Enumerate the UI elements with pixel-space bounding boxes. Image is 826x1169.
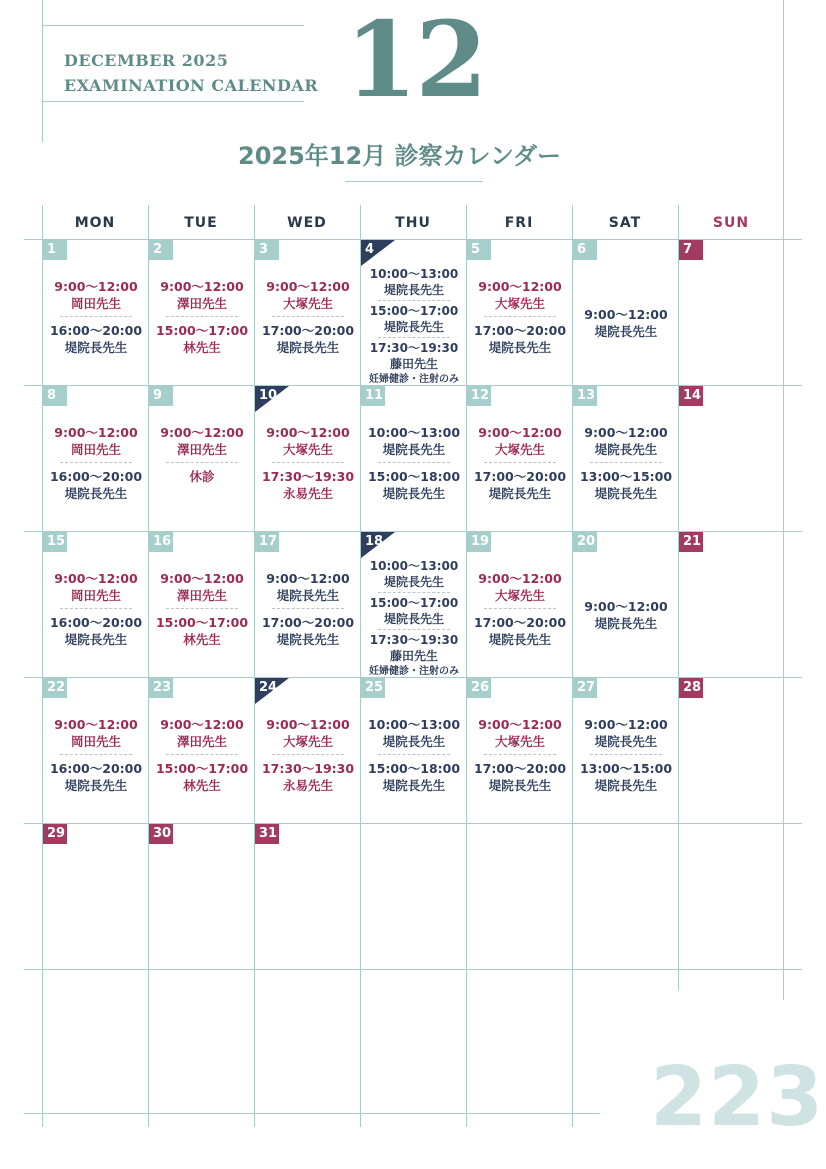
entry-line: 大塚先生 (282, 442, 333, 457)
day-number: 29 (43, 824, 67, 844)
entry-line: 大塚先生 (494, 588, 545, 603)
entry-line: 岡田先生 (70, 734, 121, 749)
weekday-mon: MON (74, 215, 116, 231)
day-number: 24 (259, 680, 278, 695)
entry-divider (378, 754, 450, 755)
day-number: 10 (259, 388, 278, 403)
entry-line: 堤院長先生 (64, 486, 128, 501)
top-rule (42, 25, 304, 26)
entry-line: 堤院長先生 (64, 632, 128, 647)
day-cell (361, 678, 467, 824)
entry-line: 堤院長先生 (488, 486, 552, 501)
schedule-entries (573, 598, 679, 632)
schedule-entries (361, 716, 467, 794)
entry-line: 17:00〜20:00 (473, 615, 567, 630)
entry-line: 16:00〜20:00 (49, 761, 143, 776)
entry-line: 15:00〜17:00 (155, 761, 249, 776)
entry-line: 堤院長先生 (594, 442, 658, 457)
entry-line: 9:00〜12:00 (266, 279, 350, 294)
entry-divider (166, 608, 238, 609)
entry-line: 永易先生 (282, 778, 333, 793)
entry-line: 堤院長先生 (382, 778, 446, 793)
entry-divider (484, 316, 556, 317)
entry-divider (60, 462, 132, 463)
entry-line: 15:00〜18:00 (367, 761, 461, 776)
entry-line: 岡田先生 (70, 296, 121, 311)
day-cell (679, 240, 785, 386)
entry-line: 堤院長先生 (276, 588, 340, 603)
entry-line: 藤田先生 (389, 649, 438, 663)
day-cell (467, 386, 573, 532)
day-number: 12 (467, 386, 491, 406)
entry-line: 林先生 (183, 340, 221, 355)
entry-line: 岡田先生 (70, 442, 121, 457)
schedule-entries (149, 716, 255, 794)
day-cell (679, 386, 785, 532)
entry-line: 9:00〜12:00 (266, 425, 350, 440)
grid-bottom-line (24, 1113, 600, 1114)
day-number: 2 (149, 240, 173, 260)
entry-line: 9:00〜12:00 (54, 717, 138, 732)
entry-line: 15:00〜17:00 (369, 596, 459, 610)
entry-line: 9:00〜12:00 (478, 571, 562, 586)
day-cell (149, 532, 255, 678)
day-cell (573, 532, 679, 678)
day-number: 23 (149, 678, 173, 698)
day-number: 16 (149, 532, 173, 552)
weekday-fri: FRI (504, 215, 534, 231)
entry-line: 17:00〜20:00 (473, 323, 567, 338)
entry-line: 堤院長先生 (383, 283, 444, 297)
left-frame-line (42, 0, 43, 142)
schedule-entries (467, 716, 573, 794)
entry-line: 藤田先生 (389, 357, 438, 371)
day-cell (573, 386, 679, 532)
entry-line: 堤院長先生 (382, 486, 446, 501)
day-number: 6 (573, 240, 597, 260)
schedule-entries (43, 424, 149, 502)
entry-line: 17:30〜19:30 (369, 633, 459, 647)
entry-line: 16:00〜20:00 (49, 469, 143, 484)
day-number: 25 (361, 678, 385, 698)
entry-line: 9:00〜12:00 (266, 717, 350, 732)
day-number: 9 (149, 386, 173, 406)
schedule-entries (43, 570, 149, 648)
day-cell (43, 532, 149, 678)
entry-line: 堤院長先生 (488, 778, 552, 793)
entry-divider (60, 754, 132, 755)
day-number: 1 (43, 240, 67, 260)
entry-divider (378, 337, 450, 338)
entry-divider (484, 608, 556, 609)
schedule-entries (467, 278, 573, 356)
day-cell (43, 678, 149, 824)
entry-line: 17:30〜19:30 (369, 341, 459, 355)
entry-line: 9:00〜12:00 (54, 571, 138, 586)
day-cell (255, 532, 361, 678)
entry-line: 堤院長先生 (383, 320, 444, 334)
entry-divider (590, 462, 662, 463)
day-cell (361, 386, 467, 532)
day-number: 3 (255, 240, 279, 260)
day-number: 22 (43, 678, 67, 698)
entry-divider (272, 608, 344, 609)
month-label: DECEMBER 2025 (64, 51, 229, 70)
entry-line: 大塚先生 (494, 296, 545, 311)
entry-line: 9:00〜12:00 (584, 599, 668, 614)
entry-line: 16:00〜20:00 (49, 615, 143, 630)
entry-divider (60, 608, 132, 609)
entry-line: 澤田先生 (176, 442, 227, 457)
schedule-entries (149, 570, 255, 648)
entry-note: 妊婦健診・注射のみ (369, 374, 459, 385)
schedule-entries (149, 424, 255, 485)
day-cell (361, 240, 467, 386)
entry-divider (272, 462, 344, 463)
entry-line: 大塚先生 (282, 296, 333, 311)
schedule-entries (43, 278, 149, 356)
entry-line: 17:30〜19:30 (261, 761, 355, 776)
entry-line: 休診 (189, 469, 215, 484)
day-cell (467, 824, 573, 970)
schedule-entries (255, 424, 361, 502)
entry-line: 堤院長先生 (383, 575, 444, 589)
entry-divider (378, 629, 450, 630)
entry-line: 堤院長先生 (594, 778, 658, 793)
entry-line: 10:00〜13:00 (369, 267, 459, 281)
day-number: 13 (573, 386, 597, 406)
day-cell (573, 678, 679, 824)
entry-line: 9:00〜12:00 (584, 307, 668, 322)
day-number: 27 (573, 678, 597, 698)
page-number: 223 (650, 1050, 825, 1145)
day-number: 28 (679, 678, 703, 698)
entry-line: 堤院長先生 (488, 632, 552, 647)
entry-line: 堤院長先生 (594, 486, 658, 501)
schedule-entries (361, 558, 467, 680)
entry-divider (166, 754, 238, 755)
entry-line: 大塚先生 (494, 734, 545, 749)
entry-line: 9:00〜12:00 (478, 717, 562, 732)
day-cell (467, 240, 573, 386)
day-cell (43, 824, 149, 970)
entry-line: 17:30〜19:30 (261, 469, 355, 484)
entry-line: 9:00〜12:00 (266, 571, 350, 586)
entry-line: 9:00〜12:00 (54, 279, 138, 294)
entry-line: 大塚先生 (282, 734, 333, 749)
entry-line: 15:00〜17:00 (369, 304, 459, 318)
entry-line: 17:00〜20:00 (473, 761, 567, 776)
schedule-entries (467, 424, 573, 502)
entry-line: 堤院長先生 (488, 340, 552, 355)
day-number: 7 (679, 240, 703, 260)
day-cell (467, 532, 573, 678)
day-number: 31 (255, 824, 279, 844)
day-cell (679, 532, 785, 678)
day-cell (255, 824, 361, 970)
day-cell (255, 386, 361, 532)
entry-line: 9:00〜12:00 (584, 717, 668, 732)
entry-line: 堤院長先生 (64, 340, 128, 355)
entry-line: 15:00〜17:00 (155, 615, 249, 630)
entry-line: 堤院長先生 (64, 778, 128, 793)
entry-line: 澤田先生 (176, 296, 227, 311)
day-cell (149, 240, 255, 386)
entry-line: 9:00〜12:00 (160, 425, 244, 440)
day-cell (573, 824, 679, 970)
day-cell (149, 678, 255, 824)
entry-line: 大塚先生 (494, 442, 545, 457)
entry-divider (378, 592, 450, 593)
entry-line: 9:00〜12:00 (160, 571, 244, 586)
day-number: 19 (467, 532, 491, 552)
weekday-sat: SAT (608, 215, 642, 231)
entry-line: 17:00〜20:00 (261, 323, 355, 338)
entry-divider (272, 316, 344, 317)
day-number: 8 (43, 386, 67, 406)
entry-divider (484, 462, 556, 463)
day-number: 17 (255, 532, 279, 552)
day-cell (679, 678, 785, 824)
entry-divider (378, 462, 450, 463)
day-cell (361, 532, 467, 678)
weekday-wed: WED (287, 215, 327, 231)
day-cell (149, 824, 255, 970)
entry-line: 10:00〜13:00 (369, 559, 459, 573)
schedule-entries (43, 716, 149, 794)
day-cell (467, 678, 573, 824)
day-cell (573, 240, 679, 386)
big-month-number: 12 (345, 0, 486, 121)
schedule-entries (255, 716, 361, 794)
entry-line: 堤院長先生 (276, 632, 340, 647)
entry-line: 堤院長先生 (383, 612, 444, 626)
schedule-entries (361, 266, 467, 388)
entry-line: 17:00〜20:00 (473, 469, 567, 484)
entry-line: 澤田先生 (176, 734, 227, 749)
day-number: 18 (365, 534, 384, 549)
entry-divider (166, 316, 238, 317)
schedule-entries (255, 278, 361, 356)
entry-line: 10:00〜13:00 (367, 717, 461, 732)
entry-line: 堤院長先生 (276, 340, 340, 355)
schedule-entries (255, 570, 361, 648)
entry-divider (378, 300, 450, 301)
entry-line: 堤院長先生 (594, 616, 658, 631)
day-cell (679, 824, 785, 970)
day-cell (255, 240, 361, 386)
day-number: 14 (679, 386, 703, 406)
calendar-subtitle: EXAMINATION CALENDAR (64, 76, 319, 95)
entry-note: 妊婦健診・注射のみ (369, 666, 459, 677)
entry-line: 9:00〜12:00 (160, 717, 244, 732)
entry-divider (272, 754, 344, 755)
day-number: 30 (149, 824, 173, 844)
entry-line: 9:00〜12:00 (160, 279, 244, 294)
schedule-entries (573, 424, 679, 502)
day-number: 26 (467, 678, 491, 698)
entry-line: 9:00〜12:00 (478, 425, 562, 440)
weekday-sun: SUN (712, 215, 750, 231)
entry-line: 9:00〜12:00 (584, 425, 668, 440)
schedule-entries (361, 424, 467, 502)
day-number: 21 (679, 532, 703, 552)
day-number: 15 (43, 532, 67, 552)
entry-divider (484, 754, 556, 755)
entry-line: 永易先生 (282, 486, 333, 501)
schedule-entries (573, 306, 679, 340)
day-number: 5 (467, 240, 491, 260)
entry-line: 15:00〜18:00 (367, 469, 461, 484)
day-number: 11 (361, 386, 385, 406)
entry-line: 堤院長先生 (594, 324, 658, 339)
entry-line: 17:00〜20:00 (261, 615, 355, 630)
entry-line: 9:00〜12:00 (54, 425, 138, 440)
entry-divider (166, 462, 238, 463)
day-cell (255, 678, 361, 824)
schedule-entries (467, 570, 573, 648)
weekday-thu: THU (395, 215, 431, 231)
title-underline (345, 181, 483, 182)
page-title: 2025年12月 診察カレンダー (238, 142, 561, 170)
entry-line: 堤院長先生 (594, 734, 658, 749)
schedule-entries (573, 716, 679, 794)
entry-line: 岡田先生 (70, 588, 121, 603)
entry-line: 16:00〜20:00 (49, 323, 143, 338)
entry-line: 13:00〜15:00 (579, 469, 673, 484)
header-divider-rule (42, 101, 304, 102)
entry-line: 9:00〜12:00 (478, 279, 562, 294)
entry-line: 澤田先生 (176, 588, 227, 603)
entry-divider (590, 754, 662, 755)
day-number: 20 (573, 532, 597, 552)
entry-line: 10:00〜13:00 (367, 425, 461, 440)
day-cell (43, 386, 149, 532)
entry-divider (60, 316, 132, 317)
day-cell (43, 240, 149, 386)
schedule-entries (149, 278, 255, 356)
entry-line: 林先生 (183, 778, 221, 793)
entry-line: 堤院長先生 (382, 734, 446, 749)
entry-line: 13:00〜15:00 (579, 761, 673, 776)
entry-line: 15:00〜17:00 (155, 323, 249, 338)
entry-line: 堤院長先生 (382, 442, 446, 457)
entry-line: 林先生 (183, 632, 221, 647)
day-number: 4 (365, 242, 375, 257)
day-cell (361, 824, 467, 970)
weekday-tue: TUE (184, 215, 218, 231)
day-cell (149, 386, 255, 532)
